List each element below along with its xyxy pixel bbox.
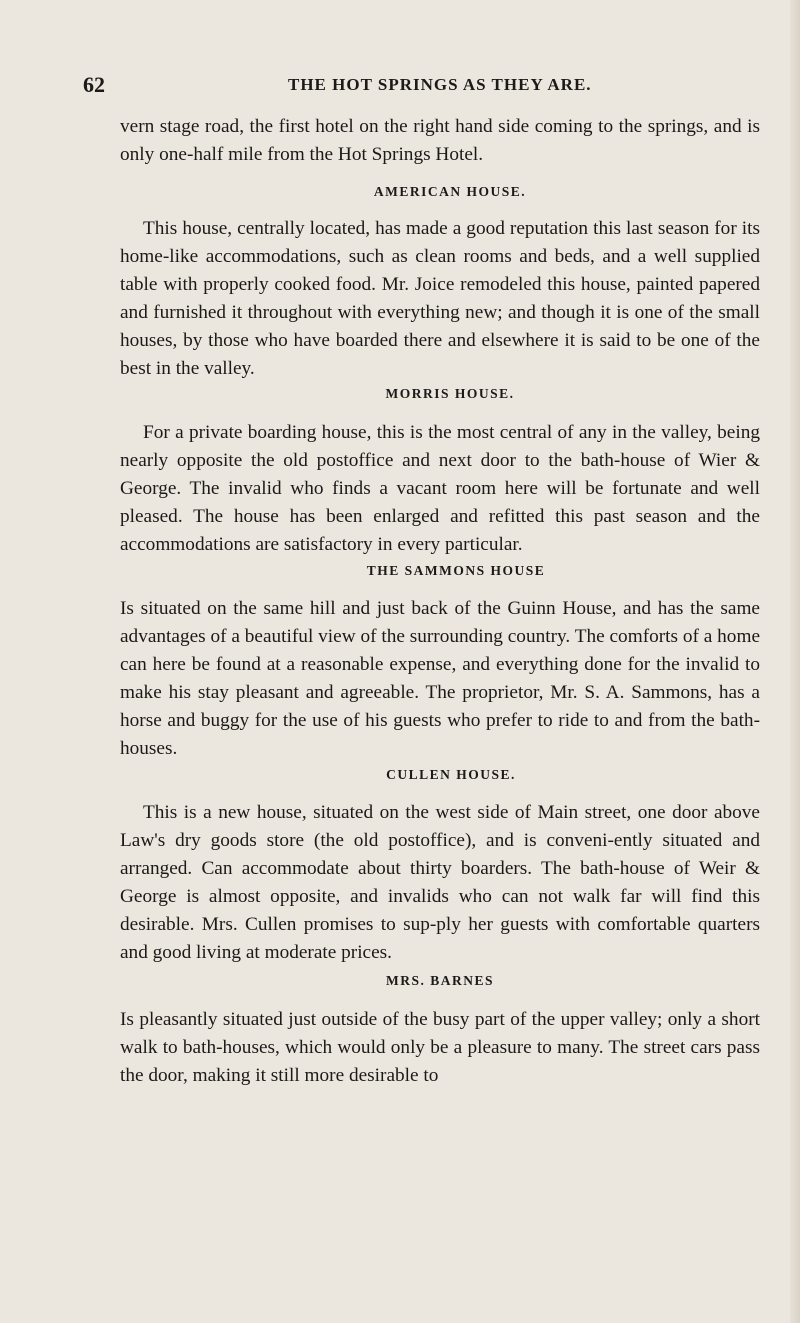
paragraph-sammons-house: Is situated on the same hill and just back of the Guinn House, and has the same advantages of a beautiful view of the surrounding country. The comforts of a home can here be found at a reasonable expense, and everything done for the invalid to make his stay pleasant and agreeable. The proprietor, Mr. S. A. Sammons, has a horse and buggy for the use of his guests who prefer to ride to and from the bath-houses.: [120, 598, 760, 759]
section-heading-morris-house: MORRIS HOUSE.: [385, 386, 515, 401]
continuation-paragraph: vern stage road, the first hotel on the right hand side coming to the springs, and is only one-half mile from the Hot Springs Hotel.: [120, 116, 760, 165]
paragraph-morris-house: For a private boarding house, this is the most central of any in the valley, being nearly opposite the old postoffice and next door to the bath-house of Wier & George. The invalid who finds a vacant room here will be fortunate and well pleased. The house has been enlarged and refitted this past season and the accommodations are satisfactory in every particular.: [120, 422, 760, 555]
paragraph-cullen-house: This is a new house, situated on the west side of Main street, one door above Law's dry goods store (the old postoffice), and is conveni-ently situated and arranged. Can accommodate about thirty boarders. The bath-house of Weir & George is almost opposite, and invalids who can not walk far will find this desirable. Mrs. Cullen promises to sup-ply her guests with comfortable quarters and good living at moderate prices.: [120, 802, 760, 963]
page-number: 62: [83, 72, 105, 97]
page-header: [83, 72, 733, 102]
section-heading-mrs-barnes: MRS. BARNES: [385, 973, 494, 988]
paragraph-mrs-barnes: Is pleasantly situated just outside of the busy part of the upper valley; only a short walk to bath-houses, which would only be a pleasure to many. The street cars pass the door, making it still more desirable to: [120, 1009, 760, 1086]
paragraph-american-house: This house, centrally located, has made a good reputation this last season for its home-like accommodations, such as clean rooms and beds, and a well supplied table with properly cooked food. Mr. Joice remodeled this house, painted papered and furnished it throughout with everything new; and though it is one of the small houses, by those who have boarded there and elsewhere it is said to be one of the best in the valley.: [120, 218, 760, 379]
page-edge-shadow: [790, 0, 800, 1323]
section-heading-sammons-house: THE SAMMONS HOUSE: [366, 563, 546, 578]
section-heading-cullen-house: CULLEN HOUSE.: [386, 767, 516, 782]
running-head: THE HOT SPRINGS AS THEY ARE.: [288, 75, 592, 94]
section-heading-american-house: AMERICAN HOUSE.: [373, 184, 527, 199]
body-text: [120, 113, 760, 1090]
